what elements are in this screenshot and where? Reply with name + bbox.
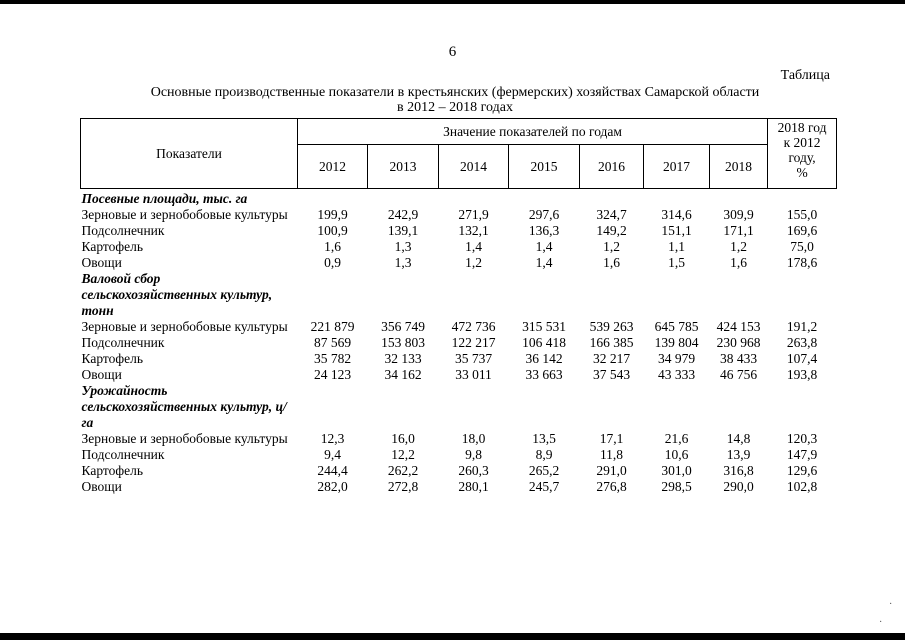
value-cell: 46 756 (719, 367, 758, 382)
row-label: Подсолнечник (81, 223, 165, 238)
value-cell: 290,0 (723, 479, 754, 494)
empty-cell (298, 271, 368, 319)
value-cell: 17,1 (599, 431, 624, 446)
value-cell: 153 803 (381, 335, 425, 350)
empty-cell (768, 189, 837, 208)
ratio-cell: 75,0 (790, 239, 814, 254)
row-label: Зерновые и зернобобовые культуры (81, 207, 288, 222)
value-cell: 43 333 (657, 367, 696, 382)
table-body (81, 189, 837, 496)
row-label: Подсолнечник (81, 335, 165, 350)
year-header: 2015 (509, 145, 580, 189)
row-label: Картофель (81, 239, 143, 254)
document-title (80, 85, 830, 115)
empty-cell (644, 271, 710, 319)
empty-cell (710, 189, 768, 208)
value-cell: 244,4 (317, 463, 348, 478)
value-cell: 11,8 (599, 447, 624, 462)
value-cell: 1,6 (324, 239, 341, 254)
year-header: 2014 (439, 145, 509, 189)
value-cell: 87 569 (313, 335, 352, 350)
section-title: Валовой сбор сельскохозяйственных культур, тонн (81, 271, 273, 318)
empty-cell (580, 189, 644, 208)
value-cell: 472 736 (451, 319, 496, 334)
title-line-2: в 2012 – 2018 годах (397, 100, 513, 115)
value-cell: 282,0 (317, 479, 348, 494)
ratio-header-line: году, (788, 150, 816, 165)
value-cell: 9,8 (465, 447, 482, 462)
ratio-cell: 191,2 (786, 319, 818, 334)
ratio-header (768, 119, 837, 189)
ratio-header-line: 2018 год (777, 120, 827, 135)
table-row (81, 239, 837, 255)
value-cell: 139 804 (654, 335, 699, 350)
empty-cell (439, 189, 509, 208)
table-row (81, 207, 837, 223)
ratio-cell: 120,3 (786, 431, 818, 446)
ratio-header-line: % (796, 165, 808, 180)
value-cell: 1,3 (394, 255, 412, 270)
value-cell: 24 123 (313, 367, 352, 382)
table-row (81, 463, 837, 479)
year-group-header: Значение показателей по годам (298, 119, 768, 145)
value-cell: 36 142 (525, 351, 563, 366)
ratio-header-line: к 2012 (783, 135, 821, 150)
value-cell: 1,2 (465, 255, 482, 270)
value-cell: 34 979 (657, 351, 696, 366)
row-label: Овощи (81, 255, 122, 270)
year-header: 2016 (580, 145, 644, 189)
value-cell: 297,6 (528, 207, 560, 222)
table-row (81, 351, 837, 367)
table-row (81, 447, 837, 463)
row-label: Зерновые и зернобобовые культуры (81, 319, 288, 334)
value-cell: 265,2 (528, 463, 560, 478)
ratio-cell: 263,8 (786, 335, 818, 350)
empty-cell (298, 383, 368, 431)
scan-top-border (0, 0, 905, 4)
value-cell: 280,1 (458, 479, 489, 494)
value-cell: 1,4 (465, 239, 482, 254)
title-line-1: Основные производственные показатели в крестьянских (фермерских) хозяйствах Самарской области (150, 85, 760, 100)
ratio-cell: 107,4 (786, 351, 818, 366)
value-cell: 139,1 (387, 223, 419, 238)
value-cell: 149,2 (596, 223, 627, 238)
value-cell: 298,5 (661, 479, 692, 494)
indicator-header: Показатели (81, 119, 298, 189)
row-label: Овощи (81, 367, 122, 382)
value-cell: 1,6 (603, 255, 620, 270)
empty-cell (710, 383, 768, 431)
year-header: 2018 (710, 145, 768, 189)
value-cell: 34 162 (384, 367, 422, 382)
value-cell: 645 785 (654, 319, 699, 334)
ratio-cell: 178,6 (786, 255, 818, 270)
table-row (81, 255, 837, 271)
year-header: 2017 (644, 145, 710, 189)
empty-cell (768, 383, 837, 431)
value-cell: 37 543 (592, 367, 631, 382)
value-cell: 100,9 (317, 223, 348, 238)
value-cell: 38 433 (719, 351, 758, 366)
row-label: Картофель (81, 463, 143, 478)
value-cell: 8,9 (535, 447, 553, 462)
value-cell: 171,1 (723, 223, 754, 238)
ratio-cell: 147,9 (786, 447, 818, 462)
value-cell: 13,9 (726, 447, 751, 462)
value-cell: 10,6 (664, 447, 689, 462)
value-cell: 262,2 (387, 463, 419, 478)
value-cell: 0,9 (324, 255, 341, 270)
value-cell: 21,6 (664, 431, 689, 446)
empty-cell (368, 383, 439, 431)
value-cell: 18,0 (461, 431, 486, 446)
data-table (80, 118, 837, 495)
value-cell: 199,9 (317, 207, 348, 222)
value-cell: 35 782 (313, 351, 352, 366)
table-row (81, 367, 837, 383)
value-cell: 1,3 (394, 239, 412, 254)
ratio-cell: 155,0 (786, 207, 818, 222)
value-cell: 272,8 (387, 479, 419, 494)
value-cell: 136,3 (528, 223, 560, 238)
section-title: Урожайность сельскохозяйственных культур, ц/га (81, 383, 287, 430)
value-cell: 260,3 (458, 463, 489, 478)
value-cell: 221 879 (310, 319, 355, 334)
value-cell: 242,9 (387, 207, 419, 222)
value-cell: 12,3 (320, 431, 345, 446)
value-cell: 301,0 (661, 463, 692, 478)
empty-cell (298, 189, 368, 208)
empty-cell (509, 383, 580, 431)
empty-cell (368, 271, 439, 319)
ratio-cell: 129,6 (786, 463, 818, 478)
empty-cell (509, 271, 580, 319)
value-cell: 1,4 (535, 255, 553, 270)
year-header: 2012 (298, 145, 368, 189)
section-row (81, 271, 837, 319)
row-label: Подсолнечник (81, 447, 165, 462)
empty-cell (509, 189, 580, 208)
row-label: Зерновые и зернобобовые культуры (81, 431, 288, 446)
empty-cell (710, 271, 768, 319)
year-header: 2013 (368, 145, 439, 189)
value-cell: 1,1 (668, 239, 685, 254)
value-cell: 1,6 (730, 255, 747, 270)
value-cell: 9,4 (324, 447, 341, 462)
empty-cell (368, 189, 439, 208)
value-cell: 324,7 (596, 207, 627, 222)
value-cell: 33 011 (455, 367, 492, 382)
value-cell: 230 968 (716, 335, 761, 350)
value-cell: 316,8 (723, 463, 754, 478)
section-row (81, 383, 837, 431)
value-cell: 356 749 (381, 319, 425, 334)
row-label: Картофель (81, 351, 143, 366)
value-cell: 12,2 (391, 447, 415, 462)
value-cell: 276,8 (596, 479, 627, 494)
value-cell: 33 663 (525, 367, 563, 382)
section-title: Посевные площади, тыс. га (81, 191, 248, 206)
section-row (81, 189, 837, 208)
value-cell: 309,9 (723, 207, 754, 222)
value-cell: 106 418 (522, 335, 566, 350)
value-cell: 1,4 (535, 239, 553, 254)
value-cell: 132,1 (458, 223, 489, 238)
row-label: Овощи (81, 479, 122, 494)
table-row (81, 319, 837, 335)
empty-cell (644, 383, 710, 431)
value-cell: 315 531 (522, 319, 566, 334)
page-number: 6 (448, 44, 457, 60)
empty-cell (439, 383, 509, 431)
scan-speck: · (879, 617, 883, 628)
empty-cell (768, 271, 837, 319)
value-cell: 314,6 (661, 207, 692, 222)
scan-bottom-border (0, 633, 905, 640)
table-row (81, 431, 837, 447)
scan-speck: · (889, 599, 893, 610)
value-cell: 1,5 (668, 255, 685, 270)
value-cell: 16,0 (391, 431, 415, 446)
value-cell: 245,7 (528, 479, 560, 494)
value-cell: 271,9 (458, 207, 489, 222)
value-cell: 32 133 (384, 351, 422, 366)
empty-cell (644, 189, 710, 208)
value-cell: 151,1 (661, 223, 692, 238)
value-cell: 1,2 (603, 239, 620, 254)
value-cell: 32 217 (592, 351, 631, 366)
value-cell: 13,5 (532, 431, 556, 446)
value-cell: 14,8 (726, 431, 751, 446)
value-cell: 424 153 (716, 319, 761, 334)
empty-cell (580, 383, 644, 431)
empty-cell (439, 271, 509, 319)
ratio-cell: 102,8 (786, 479, 818, 494)
table-row (81, 223, 837, 239)
table-row (81, 479, 837, 495)
table-row (81, 335, 837, 351)
value-cell: 122 217 (451, 335, 496, 350)
table-label: Таблица (780, 68, 830, 83)
ratio-cell: 193,8 (786, 367, 818, 382)
value-cell: 166 385 (589, 335, 634, 350)
value-cell: 291,0 (596, 463, 627, 478)
value-cell: 1,2 (730, 239, 747, 254)
empty-cell (580, 271, 644, 319)
value-cell: 539 263 (589, 319, 634, 334)
ratio-cell: 169,6 (786, 223, 818, 238)
value-cell: 35 737 (454, 351, 493, 366)
